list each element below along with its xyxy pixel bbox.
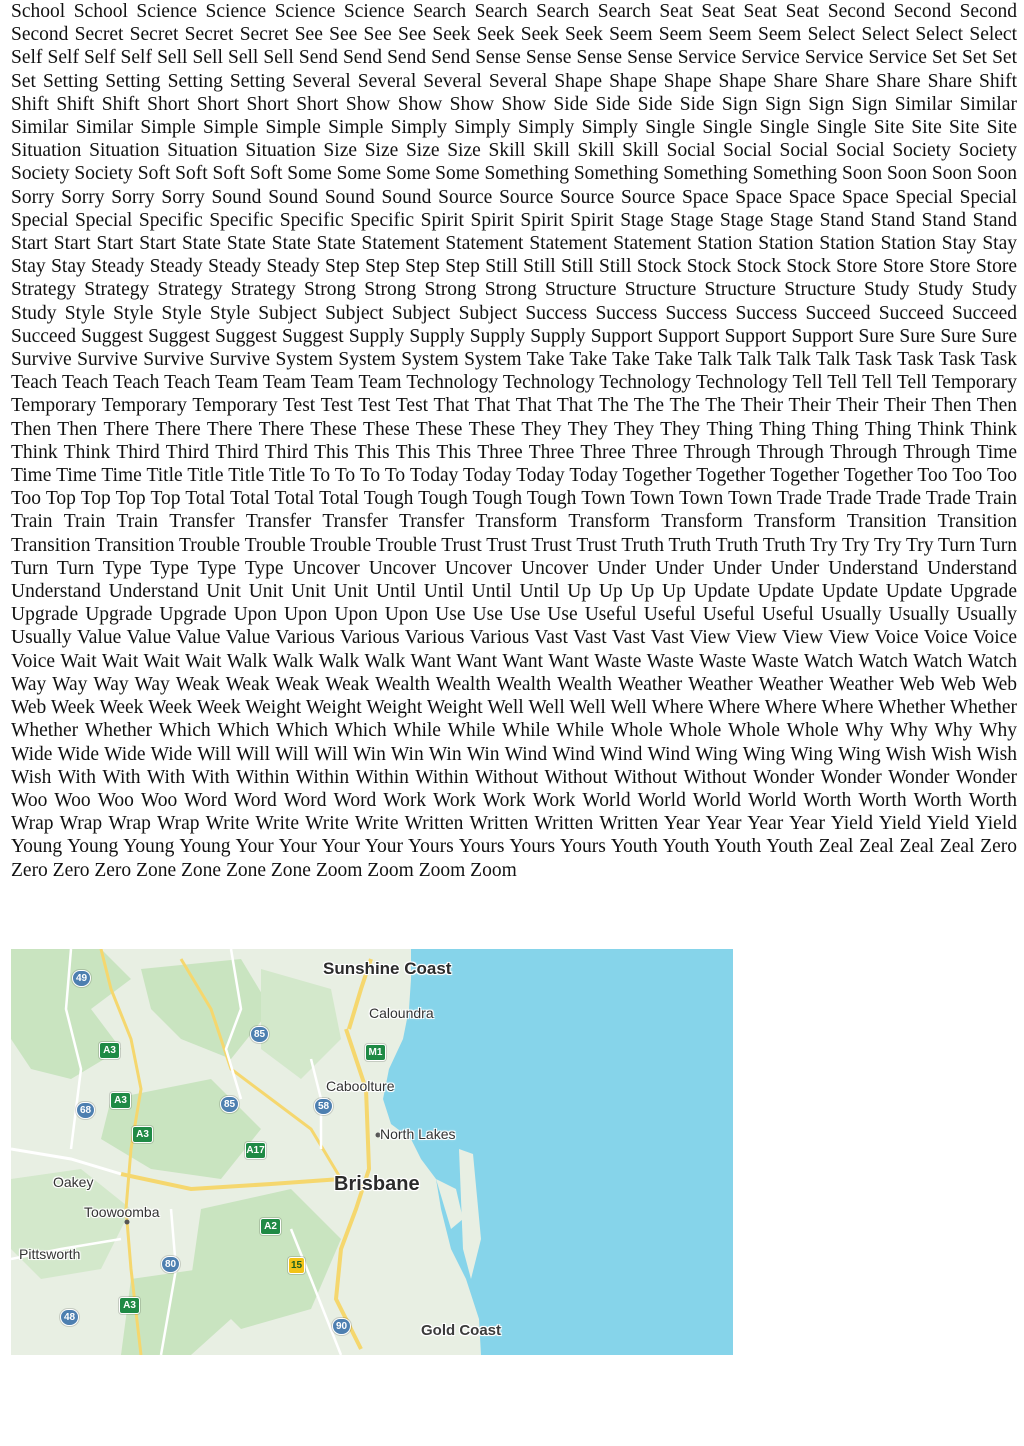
road-shield-49: 49 (72, 970, 91, 987)
road-shield-85: 85 (220, 1096, 239, 1113)
place-label-gold-coast: Gold Coast (421, 1322, 502, 1339)
place-label-caboolture: Caboolture (326, 1078, 395, 1094)
road-shield-58: 58 (314, 1098, 333, 1115)
place-label-pittsworth: Pittsworth (19, 1246, 81, 1262)
place-label-brisbane: Brisbane (334, 1173, 420, 1195)
road-shield-80: 80 (161, 1256, 180, 1273)
word-list-text: School School Science Science Science Science Search Search Search Search Seat Seat Seat Seat Second Second Second Second Secret Secret Secret Secret See See See See Seek Seek Seek Seek Seem Seem Seem Seem Select Select Select Select Self Self Self Self Sell Sell Sell Sell Send Send Send Send Sense Sense Sense Sense Service Service Service Service Set Set Set Set Setting Setting Setting Setting Several Several Several Several Shape Shape Shape Shape Share Share Share Share Shift Shift Shift Shift Short Short Short Short Show Show Show Show Side Side Side Side Sign Sign Sign Sign Similar Similar Similar Similar Simple Simple Simple Simple Simply Simply Simply Simply Single Single Single Single Site Site Site Site Situation Situation Situation Situation Size Size Size Size Skill Skill Skill Skill Social Social Social Social Society Society Society Society Soft Soft Soft Soft Some Some Some Some Something Something Something Something Soon Soon Soon Soon Sorry Sorry Sorry Sorry Sound Sound Sound Sound Source Source Source Source Space Space Space Space Special Special Special Special Specific Specific Specific Specific Spirit Spirit Spirit Spirit Stage Stage Stage Stage Stand Stand Stand Stand Start Start Start Start State State State State Statement Statement Statement Statement Station Station Station Station Stay Stay Stay Stay Steady Steady Steady Steady Step Step Step Step Still Still Still Still Stock Stock Stock Stock Store Store Store Store Strategy Strategy Strategy Strategy Strong Strong Strong Strong Structure Structure Structure Structure Study Study Study Study Style Style Style Style Subject Subject Subject Subject Success Success Success Success Succeed Succeed Succeed Succeed Suggest Suggest Suggest Suggest Supply Supply Supply Supply Support Support Support Support Sure Sure Sure Sure Survive Survive Survive Survive System System System System Take Take Take Take Talk Talk Talk Talk Task Task Task Task Teach Teach Teach Teach Team Team Team Team Technology Technology Technology Technology Tell Tell Tell Tell Temporary Temporary Temporary Temporary Test Test Test Test That That That That The The The The Their Their Their Their Then Then Then Then There There There There These These These These They They They They Thing Thing Thing Thing Think Think Think Think Third Third Third Third This This This This Three Three Three Three Through Through Through Through Time Time Time Time Title Title Title Title To To To To Today Today Today Today Together Together Together Together Too Too Too Too Top Top Top Top Total Total Total Total Tough Tough Tough Tough Town Town Town Town Trade Trade Trade Trade Train Train Train Train Transfer Transfer Transfer Transfer Transform Transform Transform Transform Transition Transition Transition Transition Trouble Trouble Trouble Trouble Trust Trust Trust Trust Truth Truth Truth Truth Try Try Try Try Turn Turn Turn Turn Type Type Type Type Uncover Uncover Uncover Uncover Under Under Under Under Understand Understand Understand Understand Unit Unit Unit Unit Until Until Until Until Up Up Up Up Update Update Update Update Upgrade Upgrade Upgrade Upgrade Upon Upon Upon Upon Use Use Use Use Useful Useful Useful Useful Usually Usually Usually Usually Value Value Value Value Various Various Various Various Vast Vast Vast Vast View View View View Voice Voice Voice Voice Wait Wait Wait Wait Walk Walk Walk Walk Want Want Want Want Waste Waste Waste Waste Watch Watch Watch Watch Way Way Way Way Weak Weak Weak Weak Wealth Wealth Wealth Wealth Weather Weather Weather Weather Web Web Web Web Week Week Week Week Weight Weight Weight Weight Well Well Well Well Where Where Where Where Whether Whether Whether Whether Which Which Which Which While While While While Whole Whole Whole Whole Why Why Why Why Wide Wide Wide Wide Will Will Will Will Win Win Win Win Wind Wind Wind Wind Wing Wing Wing Wing Wish Wish Wish Wish With With With With Within Within Within Within Without Without Without Without Wonder Wonder Wonder Wonder Woo Woo Woo Woo Word Word Word Word Work Work Work Work World World World World Worth Worth Worth Worth Wrap Wrap Wrap Wrap Write Write Write Write Written Written Written Written Year Year Year Year Yield Yield Yield Yield Young Young Young Young Your Your Your Your Yours Yours Yours Yours Youth Youth Youth Youth Zeal Zeal Zeal Zeal Zero Zero Zero Zero Zone Zone Zone Zone Zoom Zoom Zoom Zoom (11, 1, 1017, 881)
place-label-sunshine-coast: Sunshine Coast (323, 959, 452, 978)
road-shield-a3: A3 (110, 1092, 131, 1109)
place-label-north-lakes: North Lakes (380, 1126, 456, 1142)
road-shield-85: 85 (250, 1026, 269, 1043)
road-shield-a3: A3 (99, 1042, 120, 1059)
place-label-oakey: Oakey (53, 1174, 94, 1190)
map-image (11, 949, 733, 1355)
road-shield-a17: A17 (245, 1142, 266, 1159)
road-shield-90: 90 (332, 1318, 351, 1335)
road-shield-m1: M1 (365, 1044, 386, 1061)
road-shield-68: 68 (76, 1102, 95, 1119)
road-shield-a2: A2 (260, 1218, 281, 1235)
road-shield-a3: A3 (132, 1126, 153, 1143)
road-shield-a3: A3 (119, 1297, 140, 1314)
town-dot (125, 1220, 130, 1225)
road-shield-15: 15 (288, 1257, 305, 1274)
place-label-caloundra: Caloundra (369, 1005, 434, 1021)
place-label-toowoomba: Toowoomba (84, 1204, 160, 1220)
road-shield-48: 48 (60, 1309, 79, 1326)
